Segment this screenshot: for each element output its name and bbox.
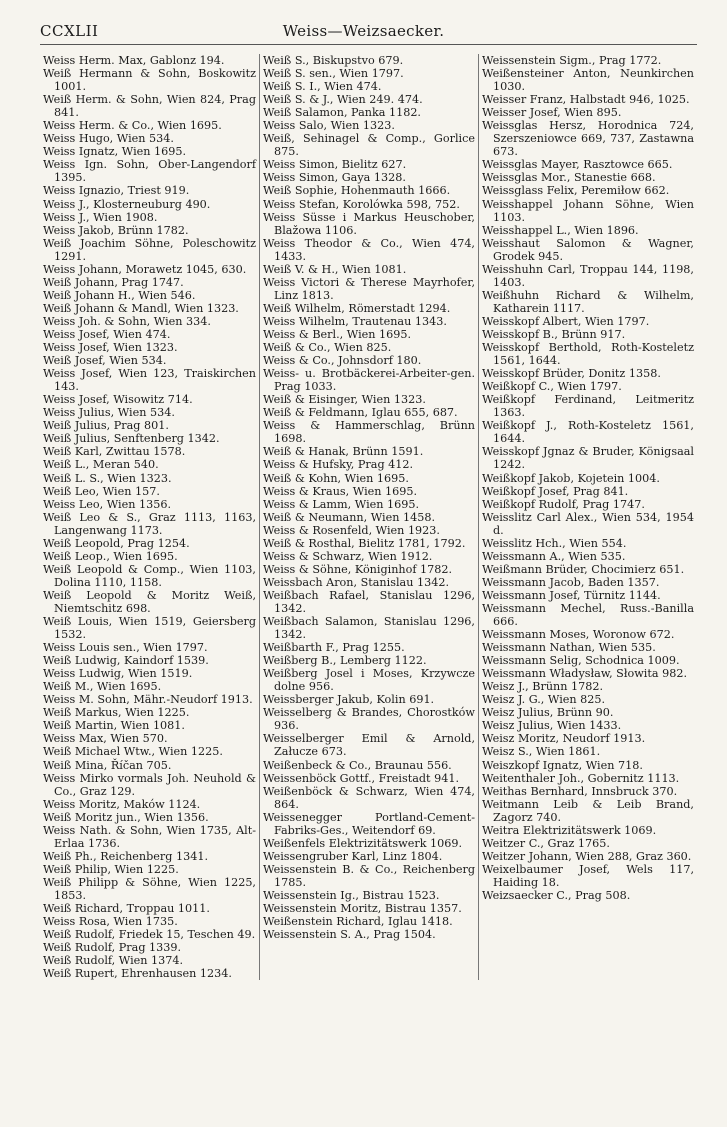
directory-entry: Weisshuhn Carl, Troppau 144, 1198, 1403. bbox=[482, 262, 694, 289]
directory-entry: Weiss Stefan, Korolówka 598, 752. bbox=[263, 197, 460, 211]
directory-entry: Weiss- u. Brotbäckerei-Arbeiter-gen. Prag 1033. bbox=[263, 367, 475, 394]
directory-entry: Weißkopf J., Roth-Kosteletz 1561, 1644. bbox=[482, 419, 694, 446]
directory-entry: Weiss Josef, Wien 474. bbox=[43, 327, 171, 341]
directory-entry: Weiß S., Biskupstvo 679. bbox=[263, 54, 404, 67]
directory-entry: Weißbach Rafael, Stanislau 1296, 1342. bbox=[263, 588, 475, 615]
directory-entry: Weissenstein Moritz, Bistrau 1357. bbox=[263, 902, 462, 916]
directory-entry: Weiß Rupert, Ehrenhausen 1234. bbox=[43, 967, 232, 981]
directory-entry: Weiss Julius, Wien 534. bbox=[43, 406, 175, 420]
directory-entry: Weißberg B., Lemberg 1122. bbox=[263, 654, 427, 668]
directory-entry: Weiss & Söhne, Königinhof 1782. bbox=[263, 562, 453, 576]
directory-entry: Weiß Philipp & Söhne, Wien 1225, 1853. bbox=[43, 875, 256, 902]
directory-entry: Weisz S., Wien 1861. bbox=[482, 745, 601, 759]
directory-entry: Weissbach Aron, Stanislau 1342. bbox=[263, 575, 449, 589]
directory-entry: Weißkopf Rudolf, Prag 1747. bbox=[482, 497, 645, 511]
directory-entry: Weiß Julius, Senftenberg 1342. bbox=[43, 432, 220, 446]
directory-entry: Weissglas Mayer, Rasztowce 665. bbox=[482, 158, 673, 172]
directory-entry: Weissenstein Sigm., Prag 1772. bbox=[482, 54, 662, 67]
directory-entry: Weiß S. & J., Wien 249. 474. bbox=[263, 93, 423, 107]
directory-entry: Weißberg Josel i Moses, Krzywcze dolne 956. bbox=[263, 667, 475, 694]
directory-entry: Weiß L. S., Wien 1323. bbox=[43, 471, 172, 485]
directory-entry: Weiß Mina, Říčan 705. bbox=[43, 758, 172, 772]
directory-entry: Weisslitz Hch., Wien 554. bbox=[482, 536, 627, 550]
directory-entry: Weiss M. Sohn, Mähr.-Neudorf 1913. bbox=[43, 693, 253, 707]
directory-entry: Weiß & Co., Wien 825. bbox=[263, 341, 392, 355]
directory-entry: Weiss Leo, Wien 1356. bbox=[43, 497, 172, 511]
directory-entry: Weiss Wilhelm, Trautenau 1343. bbox=[263, 314, 447, 328]
directory-entry: Weisselberger Emil & Arnold, Załucze 673. bbox=[263, 732, 475, 759]
directory-entry: Weitzer C., Graz 1765. bbox=[482, 836, 610, 850]
directory-entry: Weisskopf Berthold, Roth-Kosteletz 1561, 1644. bbox=[482, 341, 694, 368]
directory-entry: Weiß Salamon, Panka 1182. bbox=[263, 106, 421, 120]
directory-entry: Weitzer Johann, Wien 288, Graz 360. bbox=[482, 849, 692, 863]
directory-entry: Weiss Moritz, Maków 1124. bbox=[43, 797, 201, 811]
directory-entry: Weißenstein Richard, Iglau 1418. bbox=[263, 915, 453, 929]
directory-entry: Weissenegger Portland-Cement-Fabriks-Ges., Weitendorf 69. bbox=[263, 810, 475, 837]
directory-entry: Weiss Johann, Morawetz 1045, 630. bbox=[43, 262, 247, 276]
page-number: CCXLII bbox=[40, 22, 99, 40]
directory-entry: Weiss Simon, Gaya 1328. bbox=[263, 171, 406, 185]
directory-entry: Weitra Elektrizitätswerk 1069. bbox=[482, 823, 657, 837]
directory-entry: Weiss Herm. Max, Gablonz 194. bbox=[43, 54, 225, 67]
directory-entry: Weiss & Schwarz, Wien 1912. bbox=[263, 549, 433, 563]
directory-entry: Weiss & Rosenfeld, Wien 1923. bbox=[263, 523, 440, 537]
directory-entry: Weissmann Selig, Schodnica 1009. bbox=[482, 654, 680, 668]
directory-entry: Weiß & Hanak, Brünn 1591. bbox=[263, 445, 424, 459]
directory-entry: Weiß Moritz jun., Wien 1356. bbox=[43, 810, 209, 824]
directory-entry: Weißkopf Jakob, Kojetein 1004. bbox=[482, 471, 660, 485]
directory-entry: Weiss Josef, Wien 123, Traiskirchen 143. bbox=[43, 367, 256, 394]
directory-entry: Weiss Theodor & Co., Wien 474, 1433. bbox=[263, 236, 475, 263]
directory-entry: Weiß & Neumann, Wien 1458. bbox=[263, 510, 436, 524]
directory-entry: Weißenfels Elektrizitätswerk 1069. bbox=[263, 836, 463, 850]
directory-entry: Weiß Rudolf, Prag 1339. bbox=[43, 941, 182, 955]
directory-entry: Weiß Julius, Prag 801. bbox=[43, 419, 169, 433]
directory-entry: Weisskopf Brüder, Donitz 1358. bbox=[482, 367, 661, 381]
header-rule bbox=[40, 44, 697, 45]
directory-entry: Weiszkopf Ignatz, Wien 718. bbox=[482, 758, 643, 772]
directory-entry: Weithas Bernhard, Innsbruck 370. bbox=[482, 784, 678, 798]
directory-entry: Weiss & Hammerschlag, Brünn 1698. bbox=[263, 419, 475, 446]
directory-entry: Weissmann A., Wien 535. bbox=[482, 549, 626, 563]
directory-entry: Weiss Victori & Therese Mayrhofer, Linz 1813. bbox=[263, 275, 475, 302]
directory-entry: Weißmann Brüder, Chocimierz 651. bbox=[482, 562, 685, 576]
directory-entry: Weiss Herm. & Co., Wien 1695. bbox=[43, 119, 222, 133]
directory-entry: Weiss Josef, Wisowitz 714. bbox=[43, 393, 193, 407]
directory-entry: Weitmann Leib & Leib Brand, Zagorz 740. bbox=[482, 797, 694, 824]
directory-entry: Weiß L., Meran 540. bbox=[43, 458, 159, 472]
directory-entry: Weiß Leo, Wien 157. bbox=[43, 484, 160, 498]
directory-entry: Weissmann Władysław, Słowita 982. bbox=[482, 667, 687, 681]
directory-entry: Weixelbaumer Josef, Wels 117, Haiding 18. bbox=[482, 862, 694, 889]
directory-entry: Weisz J. G., Wien 825. bbox=[482, 693, 606, 707]
directory-entry: Weiss Max, Wien 570. bbox=[43, 732, 168, 746]
directory-entry: Weisskopf Jgnaz & Bruder, Königsaal 1242. bbox=[482, 445, 694, 472]
directory-entry: Weisz J., Brünn 1782. bbox=[482, 680, 604, 694]
directory-entry: Weiß Leopold, Prag 1254. bbox=[43, 536, 190, 550]
directory-entry: Weiss & Lamm, Wien 1695. bbox=[263, 497, 420, 511]
directory-entry: Weisshappel Johann Söhne, Wien 1103. bbox=[482, 197, 694, 224]
directory-entry: Weiss & Berl., Wien 1695. bbox=[263, 327, 412, 341]
directory-entry: Weiß Josef, Wien 534. bbox=[43, 354, 167, 368]
directory-entry: Weisz Julius, Brünn 90. bbox=[482, 706, 614, 720]
directory-entry: Weiss Ignatz, Wien 1695. bbox=[43, 145, 187, 159]
running-head: Weiss—Weizsaecker. bbox=[282, 22, 445, 40]
directory-entry: Weissmann Mechel, Russ.-Banilla 666. bbox=[482, 601, 694, 629]
directory-entry: Weiß Rudolf, Wien 1374. bbox=[43, 954, 184, 968]
directory-entry: Weißkopf C., Wien 1797. bbox=[482, 380, 622, 394]
directory-entry: Weiss Ignazio, Triest 919. bbox=[43, 184, 190, 198]
directory-entry: Weiß Markus, Wien 1225. bbox=[43, 706, 190, 720]
directory-entry: Weiss Louis sen., Wien 1797. bbox=[43, 641, 208, 655]
directory-entry: Weiß Richard, Troppau 1011. bbox=[43, 902, 210, 916]
column-middle bbox=[259, 54, 478, 980]
directory-entry: Weißenböck & Schwarz, Wien 474, 864. bbox=[263, 784, 475, 811]
directory-entry: Weißkopf Ferdinand, Leitmeritz 1363. bbox=[482, 393, 694, 420]
directory-entry: Weiß Ph., Reichenberg 1341. bbox=[43, 849, 209, 863]
directory-entry: Weitenthaler Joh., Gobernitz 1113. bbox=[482, 771, 680, 785]
directory-entry: Weiß Philip, Wien 1225. bbox=[43, 862, 179, 876]
directory-entry: Weiß Michael Wtw., Wien 1225. bbox=[43, 745, 223, 759]
directory-entry: Weiß Leo & S., Graz 1113, 1163, Langenwang 1173. bbox=[43, 510, 256, 537]
directory-entry: Weiß Johann & Mandl, Wien 1323. bbox=[43, 301, 239, 315]
directory-entry: Weiss J., Klosterneuburg 490. bbox=[43, 197, 211, 211]
directory-entry: Weißbarth F., Prag 1255. bbox=[263, 641, 405, 655]
directory-entry: Weißensteiner Anton, Neunkirchen 1030. bbox=[482, 67, 694, 94]
directory-entry: Weissenböck Gottf., Freistadt 941. bbox=[263, 771, 460, 785]
directory-entry: Weiß V. & H., Wien 1081. bbox=[263, 262, 407, 276]
directory-entry: Weisselberg & Brandes, Chorostków 936. bbox=[263, 706, 475, 733]
directory-entry: Weisshaut Salomon & Wagner, Grodek 945. bbox=[482, 236, 694, 263]
directory-entry: Weiß & Eisinger, Wien 1323. bbox=[263, 393, 426, 407]
directory-entry: Weisz Julius, Wien 1433. bbox=[482, 719, 622, 733]
directory-entry: Weissenstein Ig., Bistrau 1523. bbox=[263, 889, 440, 902]
directory-entry: Weiss Mirko vormals Joh. Neuhold & Co., Graz 129. bbox=[43, 771, 256, 798]
directory-entry: Weisslitz Carl Alex., Wien 534, 1954 d. bbox=[482, 510, 694, 537]
directory-entry: Weiß Johann, Prag 1747. bbox=[43, 275, 184, 289]
directory-entry: Weizsaecker C., Prag 508. bbox=[482, 889, 631, 902]
directory-entry: Weiß Karl, Zwittau 1578. bbox=[43, 445, 186, 459]
directory-entry: Weiss Ludwig, Wien 1519. bbox=[43, 667, 193, 681]
directory-entry: Weissglass Felix, Peremiłow 662. bbox=[482, 184, 670, 198]
directory-entry: Weißhuhn Richard & Wilhelm, Katharein 1117. bbox=[482, 288, 694, 315]
directory-entry: Weiss Simon, Bielitz 627. bbox=[263, 158, 407, 172]
directory-entry: Weiss & Co., Johnsdorf 180. bbox=[263, 354, 422, 368]
directory-entry: Weiß Ludwig, Kaindorf 1539. bbox=[43, 654, 209, 668]
directory-entry: Weiss & Kraus, Wien 1695. bbox=[263, 484, 418, 498]
directory-entry: Weisshappel L., Wien 1896. bbox=[482, 223, 639, 237]
directory-entry: Weiss Joh. & Sohn, Wien 334. bbox=[43, 314, 211, 328]
directory-entry: Weiß Joachim Söhne, Poleschowitz 1291. bbox=[43, 236, 256, 263]
directory-entry: Weiß Johann H., Wien 546. bbox=[43, 288, 196, 302]
directory-entry: Weiß & Feldmann, Iglau 655, 687. bbox=[263, 406, 458, 420]
directory-entry: Weiss Jakob, Brünn 1782. bbox=[43, 223, 189, 237]
directory-entry: Weissberger Jakub, Kolin 691. bbox=[263, 693, 435, 707]
directory-entry: Weiss Hugo, Wien 534. bbox=[43, 132, 174, 146]
directory-entry: Weiß Sophie, Hohenmauth 1666. bbox=[263, 184, 451, 198]
directory-columns bbox=[40, 54, 697, 980]
directory-entry: Weiss Nath. & Sohn, Wien 1735, Alt-Erlaa 1736. bbox=[43, 823, 256, 850]
directory-entry: Weiß Louis, Wien 1519, Geiersberg 1532. bbox=[43, 615, 256, 642]
directory-entry: Weissenstein S. A., Prag 1504. bbox=[263, 928, 436, 942]
directory-entry: Weiss Süsse i Markus Heuschober, Blažowa 1106. bbox=[263, 210, 475, 237]
directory-entry: Weiss & Hufsky, Prag 412. bbox=[263, 458, 414, 472]
directory-entry: Weissengruber Karl, Linz 1804. bbox=[263, 849, 443, 863]
directory-entry: Weissmann Jacob, Baden 1357. bbox=[482, 575, 660, 589]
directory-entry: Weiß Rudolf, Friedek 15, Teschen 49. bbox=[43, 928, 256, 942]
directory-entry: Weiß M., Wien 1695. bbox=[43, 680, 162, 694]
directory-entry: Weissenstein B. & Co., Reichenberg 1785. bbox=[263, 862, 475, 889]
directory-entry: Weisskopf B., Brünn 917. bbox=[482, 327, 626, 341]
directory-entry: Weißenbeck & Co., Braunau 556. bbox=[263, 758, 452, 772]
directory-entry: Weissmann Moses, Woronow 672. bbox=[482, 628, 675, 642]
directory-entry: Weiß & Kohn, Wien 1695. bbox=[263, 471, 409, 485]
directory-entry: Weissmann Josef, Türnitz 1144. bbox=[482, 588, 661, 602]
column-left bbox=[40, 54, 259, 980]
directory-entry: Weisz Moritz, Neudorf 1913. bbox=[482, 732, 646, 746]
directory-entry: Weiß Leopold & Moritz Weiß, Niemtschitz 698. bbox=[43, 588, 256, 615]
directory-entry: Weiß Leop., Wien 1695. bbox=[43, 549, 178, 563]
directory-entry: Weiss Josef, Wien 1323. bbox=[43, 341, 178, 355]
directory-entry: Weißbach Salamon, Stanislau 1296, 1342. bbox=[263, 615, 475, 642]
directory-entry: Weiss Salo, Wien 1323. bbox=[263, 119, 395, 133]
directory-entry: Weiß Martin, Wien 1081. bbox=[43, 719, 185, 733]
directory-entry: Weiß Leopold & Comp., Wien 1103, Dolina 1110, 1158. bbox=[43, 562, 256, 589]
directory-entry: Weißkopf Josef, Prag 841. bbox=[482, 484, 629, 498]
directory-entry: Weiss Rosa, Wien 1735. bbox=[43, 915, 178, 929]
directory-entry: Weiß & Rosthal, Bielitz 1781, 1792. bbox=[263, 536, 466, 550]
directory-entry: Weisskopf Albert, Wien 1797. bbox=[482, 314, 650, 328]
directory-entry: Weiß Herm. & Sohn, Wien 824, Prag 841. bbox=[43, 93, 256, 120]
directory-entry: Weiß Wilhelm, Römerstadt 1294. bbox=[263, 301, 451, 315]
directory-entry: Weisser Josef, Wien 895. bbox=[482, 106, 622, 120]
directory-entry: Weiss J., Wien 1908. bbox=[43, 210, 158, 224]
directory-entry: Weiß Hermann & Sohn, Boskowitz 1001. bbox=[43, 67, 256, 94]
directory-entry: Weiß S. sen., Wien 1797. bbox=[263, 67, 404, 81]
column-right bbox=[478, 54, 697, 980]
directory-entry: Weisser Franz, Halbstadt 946, 1025. bbox=[482, 93, 690, 107]
directory-entry: Weiß, Sehinagel & Comp., Gorlice 875. bbox=[263, 132, 475, 159]
directory-entry: Weiß S. I., Wien 474. bbox=[263, 80, 382, 94]
directory-entry: Weissglas Hersz, Horodnica 724, Szerszeniowce 669, 737, Zastawna 673. bbox=[482, 119, 694, 159]
directory-entry: Weissglas Mor., Stanestie 668. bbox=[482, 171, 656, 185]
directory-entry: Weiss Ign. Sohn, Ober-Langendorf 1395. bbox=[43, 158, 256, 185]
directory-entry: Weissmann Nathan, Wien 535. bbox=[482, 641, 656, 655]
